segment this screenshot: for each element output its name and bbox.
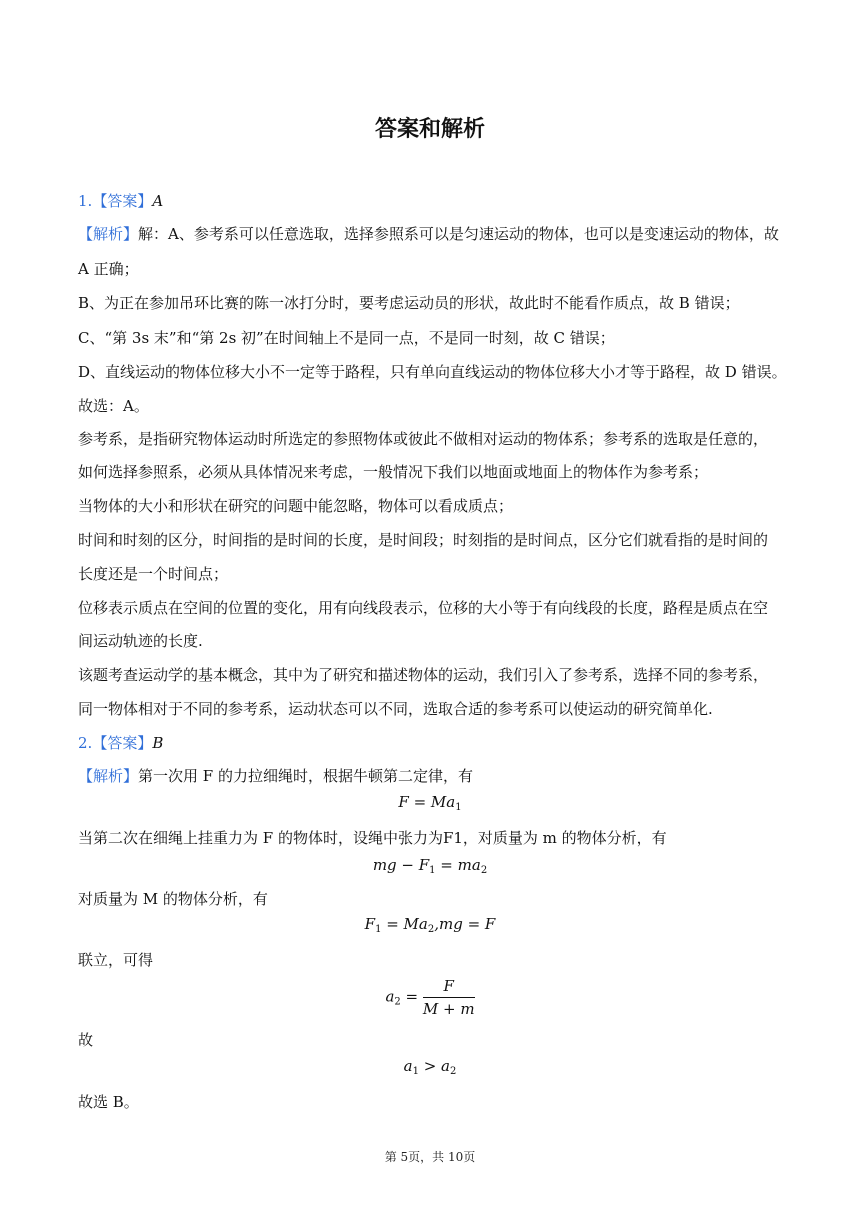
- q1-analysis-tag: 【解析】: [78, 225, 139, 243]
- q1-analysis-line-7: 参考系，是指研究物体运动时所选定的参照物体或彼此不做相对运动的物体系；参考系的选取是任意的，: [78, 430, 769, 448]
- q1-analysis-line-9: 当物体的大小和形状在研究的问题中能忽略，物体可以看成质点；: [78, 497, 514, 515]
- q2-analysis-line-6: 故选 B。: [78, 1093, 139, 1111]
- q2-analysis-line-3: 对质量为 M 的物体分析，有: [78, 890, 268, 908]
- q2-answer-line: [78, 733, 788, 753]
- q1-analysis-line-14: 该题考查运动学的基本概念，其中为了研究和描述物体的运动，我们引入了参考系，选择不同的参考系，: [78, 666, 769, 684]
- q1-answer-tag: 【答案】: [92, 192, 153, 210]
- q1-answer-line: [78, 191, 788, 211]
- q1-analysis-line-5: D、直线运动的物体位移大小不一定等于路程，只有单向直线运动的物体位移大小才等于路程，故 D 错误。: [78, 363, 787, 381]
- fraction: $\frac{F}{M + m}$: [422, 977, 475, 1018]
- q1-analysis-line-11: 长度还是一个时间点；: [78, 565, 229, 583]
- q1-analysis-line-6: 故选：A。: [78, 397, 149, 415]
- q2-equation-2: mg − $F_1 = ma_2$: [372, 856, 488, 876]
- q1-analysis-line-13: 间运动轨迹的长度.: [78, 632, 203, 650]
- q2-analysis-line-2: 当第二次在细绳上挂重力为 F 的物体时，设绳中张力为F1，对质量为 m 的物体分析，有: [78, 829, 667, 847]
- q1-analysis-line-2: A 正确；: [78, 260, 139, 278]
- q2-equation-1: $F = Ma_1$: [398, 793, 462, 813]
- q1-analysis-line-1: [78, 224, 788, 244]
- q1-analysis-line-4: C、“第 3s 末”和“第 2s 初”在时间轴上不是同一点，不是同一时刻，故 C 错误；: [78, 329, 615, 347]
- q2-equation-5: $a_1 > a_2$: [403, 1057, 457, 1077]
- q2-equation-4: $a_2$ = $\frac{F}{M + m}$: [385, 977, 475, 1018]
- q1-analysis-line-8: 如何选择参照系，必须从具体情况来考虑，一般情况下我们以地面或地面上的物体作为参考系；: [78, 463, 709, 481]
- q1-analysis-line-12: 位移表示质点在空间的位置的变化，用有向线段表示，位移的大小等于有向线段的长度，路程是质点在空: [78, 599, 769, 617]
- q2-analysis-line-4: 联立，可得: [78, 951, 154, 969]
- q2-answer-tag: 【答案】: [92, 734, 153, 752]
- q2-answer: B: [152, 734, 164, 752]
- q1-analysis-text-1: 解：A、参考系可以任意选取，选择参照系可以是匀速运动的物体，也可以是变速运动的物体，故: [138, 225, 779, 243]
- q2-number: 2.: [78, 734, 93, 752]
- q2-analysis-line-5: 故: [78, 1031, 94, 1049]
- q2-equation-3: $F_1 = Ma_2,mg = F$: [364, 915, 496, 935]
- q1-answer: A: [152, 192, 164, 210]
- q1-analysis-line-10: 时间和时刻的区分，时间指的是时间的长度，是时间段；时刻指的是时间点，区分它们就看指的是时间的: [78, 531, 769, 549]
- page-title: 答案和解析: [374, 117, 485, 142]
- page-footer: 第 5页，共 10页: [384, 1150, 476, 1164]
- q2-analysis-line-1: [78, 766, 788, 786]
- q1-analysis-line-15: 同一物体相对于不同的参考系，运动状态可以不同，选取合适的参考系可以使运动的研究简单化.: [78, 700, 713, 718]
- q1-analysis-line-3: B、为正在参加吊环比赛的陈一冰打分时，要考虑运动员的形状，故此时不能看作质点，故 B 错误；: [78, 294, 740, 312]
- q1-number: 1.: [78, 192, 93, 210]
- q2-analysis-tag: 【解析】: [78, 767, 139, 785]
- q2-analysis-text-1: 第一次用 F 的力拉细绳时，根据牛顿第二定律，有: [138, 767, 473, 785]
